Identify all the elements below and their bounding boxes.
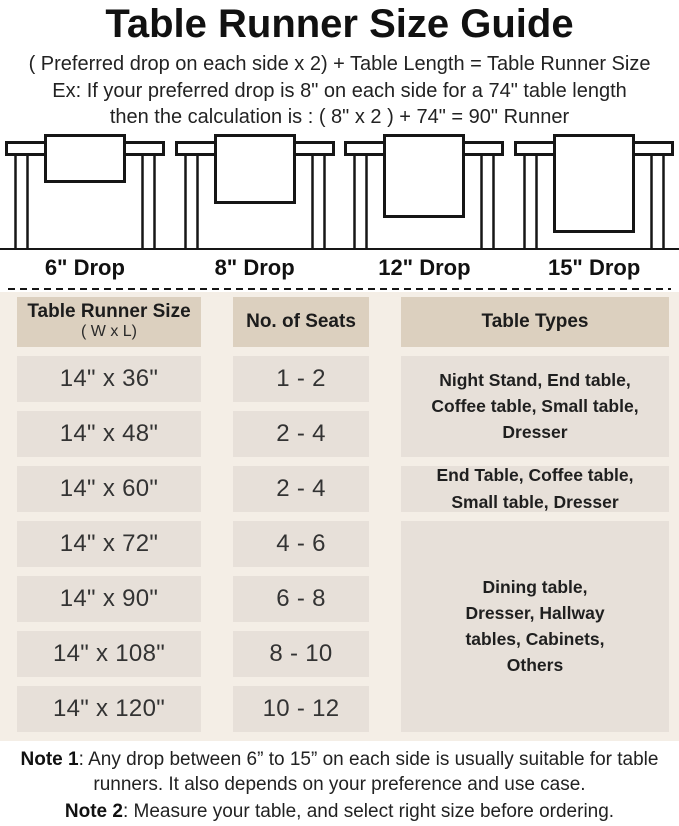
size-cell: 14" x 120" [17, 686, 201, 732]
example-line-2: then the calculation is : ( 8" x 2 ) + 74" = 90" Runner [109, 106, 570, 129]
seats-cell: 10 - 12 [233, 686, 369, 732]
table-runner-diagram-15in [509, 133, 679, 248]
size-cell: 14" x 108" [17, 631, 201, 677]
table-types-cell-large: Dining table, Dresser, Hallway tables, Cabinets, Others [401, 521, 669, 732]
note-2 [10, 799, 670, 824]
table-with-runner-icon [174, 133, 336, 248]
header-runner-size-sublabel: ( W x L) [81, 323, 137, 341]
notes-section [0, 747, 679, 824]
note-2-label: Note 2 [64, 800, 123, 822]
seats-cell: 4 - 6 [233, 521, 369, 567]
table-with-runner-icon [343, 133, 505, 248]
table-with-runner-icon [4, 133, 166, 248]
table-types-cell-small: Night Stand, End table, Coffee table, Small table, Dresser [401, 356, 669, 457]
size-cell: 14" x 48" [17, 411, 201, 457]
size-guide-table [0, 292, 679, 741]
note-2-text: : Measure your table, and select right size before ordering. [122, 800, 615, 822]
size-cell: 14" x 72" [17, 521, 201, 567]
page-title [0, 2, 679, 47]
header-table-types [401, 297, 669, 347]
drop-labels-row [0, 250, 679, 288]
page-title-text: Table Runner Size Guide [105, 2, 574, 46]
size-cell: 14" x 90" [17, 576, 201, 622]
runner [555, 135, 634, 231]
drop-label-6in: 6" Drop [44, 254, 125, 280]
note-1 [10, 747, 670, 797]
drop-label-8in: 8" Drop [214, 254, 295, 280]
header-seats [233, 297, 369, 347]
drop-diagrams-row [0, 133, 679, 250]
runner [45, 135, 124, 181]
dashed-divider [8, 288, 671, 290]
seats-cell: 1 - 2 [233, 356, 369, 402]
example-line-1: Ex: If your preferred drop is 8" on each side for a 74" table length [52, 79, 627, 102]
note-1-label: Note 1 [20, 748, 79, 770]
runner [385, 135, 464, 216]
drop-label-12in: 12" Drop [378, 254, 471, 280]
note-1-text: : Any drop between 6” to 15” on each side is usually suitable for table runners. It also depends on your preference and use case. [78, 748, 659, 795]
seats-cell: 6 - 8 [233, 576, 369, 622]
size-cell: 14" x 60" [17, 466, 201, 512]
seats-cell: 2 - 4 [233, 466, 369, 512]
table-runner-diagram-6in [0, 133, 170, 248]
table-with-runner-icon [513, 133, 675, 248]
header-runner-size [17, 297, 201, 347]
header-runner-size-label: Table Runner Size [27, 301, 191, 323]
runner [215, 135, 294, 202]
header-seats-label: No. of Seats [246, 310, 356, 332]
seats-cell: 8 - 10 [233, 631, 369, 677]
seats-cell: 2 - 4 [233, 411, 369, 457]
size-cell: 14" x 36" [17, 356, 201, 402]
table-runner-diagram-12in [340, 133, 510, 248]
table-runner-diagram-8in [170, 133, 340, 248]
formula-line: ( Preferred drop on each side x 2) + Table Length = Table Runner Size [28, 52, 651, 75]
header-table-types-label: Table Types [481, 310, 589, 332]
table-types-cell-medium: End Table, Coffee table, Small table, Dresser [401, 466, 669, 512]
drop-label-15in: 15" Drop [547, 254, 641, 280]
